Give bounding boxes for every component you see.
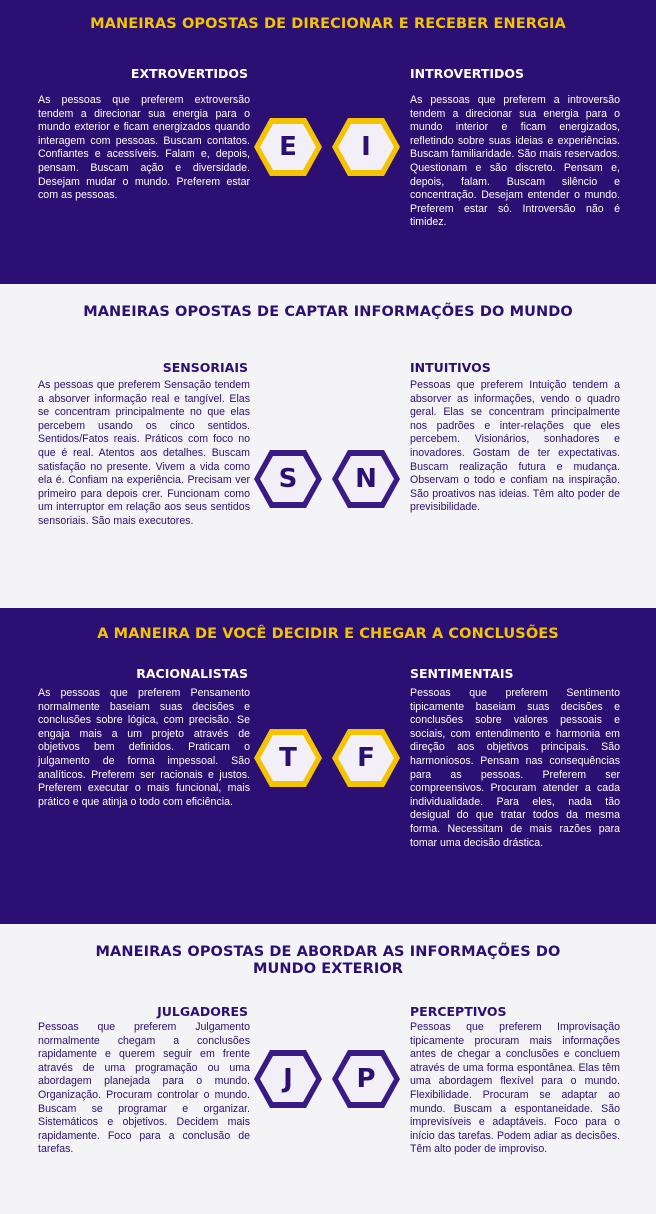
extrovert-heading: EXTROVERTIDOS [130, 66, 248, 81]
hexagon-letter: S [278, 464, 298, 494]
section-decision [0, 608, 656, 924]
hexagon-letter: T [279, 743, 297, 773]
section-title: MANEIRAS OPOSTAS DE CAPTAR INFORMAÇÕES DO MUNDO [83, 304, 573, 320]
section-energy [0, 0, 656, 284]
section-title: A MANEIRA DE VOCÊ DECIDIR E CHEGAR A CONCLUSÕES [97, 626, 559, 642]
sensorial-heading: SENSORIAIS [162, 360, 248, 375]
section-title: MANEIRAS OPOSTAS DE DIRECIONAR E RECEBER ENERGIA [90, 16, 566, 32]
sensorial-description: As pessoas que preferem Sensação tendem a absorver informação real e tangível. Elas se concentram principalmente no que elas percebem usando os cinco sentidos. Sentidos/Fatos reais. Práticos com foco no que é real. Atentos aos detalhes. Buscam satisfação no presente. Vivem a vida como ela é. Confiam na experiência. Precisam ver primeiro para depois crer. Funcionam como um interruptor em relação aos seus sentidos sensoriais. São mais executores. [38, 379, 250, 527]
introvert-heading: INTROVERTIDOS [410, 66, 525, 81]
sentimental-description: Pessoas que preferem Sentimento tipicamente baseiam suas decisões e conclusões sobre valores pessoais e sociais, com entendimento e harmonia em direção aos objetivos principais. São harmoniosos. Pensam nas consequências para as pessoas. Preferem ser compreensivos. Procuram atender a cada individualidade. Para eles, nada tão desigual do que tratar todos da mesma forma. Necessitam de mais razões para tomar uma decisão drástica. [410, 687, 620, 849]
intuitive-heading: INTUITIVOS [410, 360, 491, 375]
perceptive-description: Pessoas que preferem Improvisação tipicamente procuram mais informações antes de chegar a conclusões e concluem através de uma forma espontânea. Elas têm uma abordagem flexível para o mundo. Flexibilidade. Procuram se adaptar ao mundo. Buscam a espontaneidade. São imprevisíveis e adaptáveis. Foco para o início das tarefas. Podem adiar as decisões. Têm alto poder de improviso. [410, 1021, 620, 1156]
hexagon-n-icon [330, 448, 402, 510]
section-approach [0, 924, 656, 1214]
hexagon-e-icon [252, 116, 324, 178]
extrovert-description: As pessoas que preferem extroversão tendem a direcionar sua energia para o mundo exterior e ficam energizados quando interagem com pessoas. Buscam contatos. Confiantes e acessíveis. Falam e, depois, pensam. Buscam ação e diversidade. Desejam mudar o mundo. Preferem estar com as pessoas. [38, 94, 250, 202]
perceptive-heading: PERCEPTIVOS [410, 1004, 507, 1019]
section-title: MANEIRAS OPOSTAS DE ABORDAR AS INFORMAÇÕES DO MUNDO EXTERIOR [95, 944, 561, 977]
hexagon-letter: F [357, 743, 375, 773]
rational-heading: RACIONALISTAS [136, 666, 248, 681]
judging-description: Pessoas que preferem Julgamento normalmente chegam a conclusões rapidamente e querem seguir em frente através de uma programação ou uma abordagem planejada para o mundo. Organização. Procuram controlar o mundo. Buscam se programar e organizar. Sistemáticos e objetivos. Decidem mais rapidamente. Foco para a conclusão de tarefas. [38, 1021, 250, 1156]
hexagon-letter: P [356, 1064, 376, 1094]
rational-description: As pessoas que preferem Pensamento normalmente baseiam suas decisões e conclusões sobre lógica, com precisão. Se engaja mais a um projeto através de objetivos bem definidos. Praticam o julgamento de forma impessoal. São analíticos. Preferem ser racionais e justos. Preferem executar o mais funcional, mais prático e que atinja o todo com eficiência. [38, 687, 250, 808]
hexagon-letter: N [355, 464, 377, 494]
hexagon-letter: I [361, 132, 371, 162]
section-information [0, 284, 656, 608]
intuitive-description: Pessoas que preferem Intuição tendem a absorver as informações, vendo o quadro geral. Elas se concentram principalmente nos padrões e inter-relações que eles percebem. Visionários, sonhadores e inovadores. Gostam de ter expectativas. Buscam realização futura e mudança. Observam o todo e confiam na inspiração. São proativos nas ideias. Têm alto poder de previsibilidade. [410, 379, 620, 514]
hexagon-letter: J [283, 1064, 293, 1094]
hexagon-p-icon [330, 1048, 402, 1110]
judging-heading: JULGADORES [157, 1004, 248, 1019]
hexagon-i-icon [330, 116, 402, 178]
hexagon-t-icon [252, 727, 324, 789]
introvert-description: As pessoas que preferem a introversão tendem a direcionar sua energia para o mundo interior e ficam energizados, refletindo sobre suas ideias e experiências. Buscam familiaridade. São mais reservados. Questionam e são discreto. Pensam e, depois, falam. Buscam silêncio e concentração. Desejam entender o mundo. Preferem estar só. Introversão não é timidez. [410, 94, 620, 229]
hexagon-f-icon [330, 727, 402, 789]
hexagon-s-icon [252, 448, 324, 510]
sentimental-heading: SENTIMENTAIS [410, 666, 514, 681]
hexagon-letter: E [279, 132, 297, 162]
hexagon-j-icon [252, 1048, 324, 1110]
